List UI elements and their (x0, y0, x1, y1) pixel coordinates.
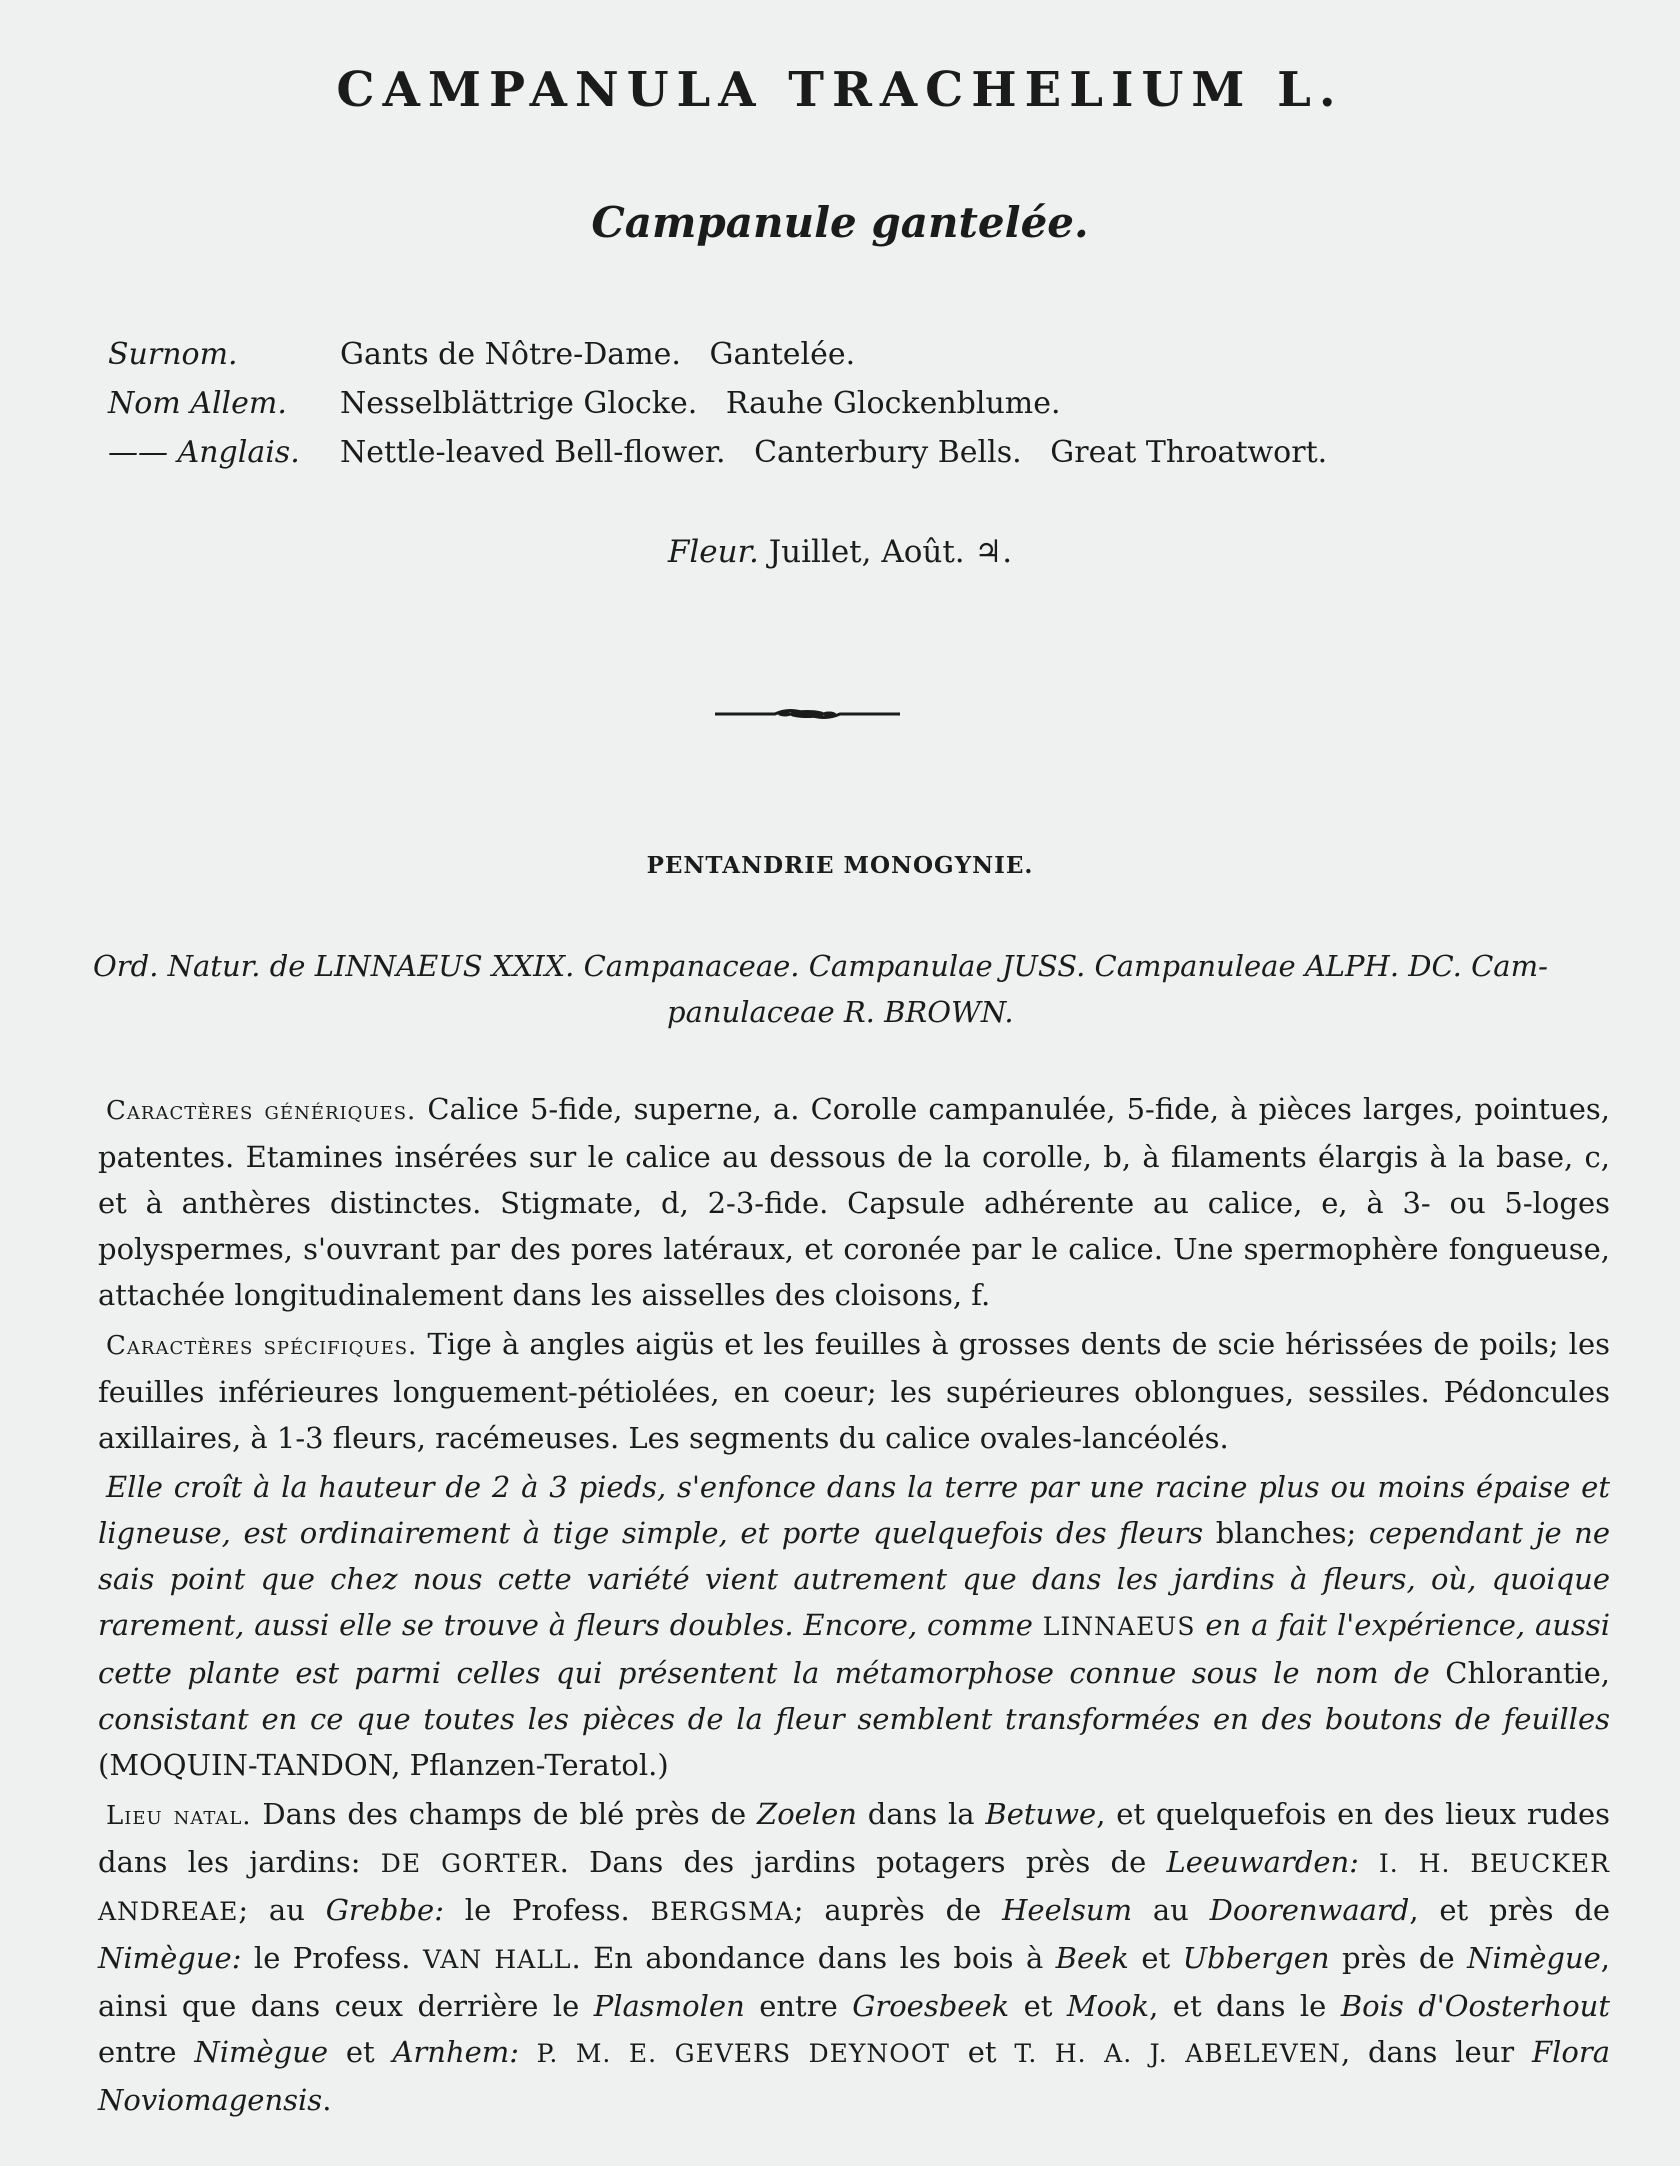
name-values: Gants de Nôtre-Dame. Gantelée. (340, 337, 856, 372)
habitat-segment: . (322, 2083, 332, 2117)
flower-value: Juillet, Août. ♃. (768, 534, 1013, 570)
specific-characters (98, 1321, 1610, 1461)
habitat-segment: BERGSMA (650, 1897, 794, 1926)
desc-part-4: LINNAEUS (1042, 1612, 1196, 1641)
habitat-segment: Arnhem: (392, 2035, 520, 2069)
habitat-segment: VAN HALL (422, 1945, 572, 1974)
habitat-segment: Flora Noviomagensis (98, 2035, 1610, 2117)
habitat-segment: T. H. A. J. ABELEVEN (1014, 2039, 1341, 2068)
name-row-surnom (108, 330, 1608, 379)
page-title: CAMPANULA TRACHELIUM L. (336, 62, 1344, 118)
habitat-segment: ; auprès de (793, 1893, 1003, 1927)
habitat-segment: Bois d'Oosterhout (1340, 1989, 1610, 2023)
habitat-segment: Plasmolen (593, 1989, 745, 2023)
natural-order (93, 943, 1593, 1035)
name-row-anglais (108, 428, 1608, 477)
habitat-segment: Heelsum (1002, 1893, 1133, 1927)
generic-text: Calice 5-fide, superne, a. Corolle campanulée, 5-fide, à pièces larges, pointues, patentes. Etamines insérées sur le calice au dessous de la corolle, b, à filaments élargis à la base, c, et à anthères distinctes. Stigmate, d, 2-3-fide. Capsule adhérente au calice, e, à 3- ou 5-loges polyspermes, s'ouvrant par des pores latéraux, et coronée par le calice. Une spermophère fongueuse, attachée longitudinalement dans les aisselles des cloisons, f. (98, 1092, 1610, 1312)
linnaean-class: PENTANDRIE MONOGYNIE. (646, 852, 1034, 879)
habitat-segment: le Profess. (241, 1941, 423, 1975)
plant-description (98, 1464, 1610, 1788)
habitat-segment: Beek (1055, 1941, 1129, 1975)
page-subtitle: Campanule gantelée. (591, 198, 1089, 247)
habitat-segment: , et près de (1409, 1893, 1611, 1927)
habitat-segment: , et quelquefois en des lieux rudes dans les jardins: (98, 1797, 1611, 1879)
habitat-segment: Leeuwarden: (1166, 1845, 1359, 1879)
name-row-allem (108, 379, 1608, 428)
common-names (108, 330, 1608, 477)
habitat-segment: DE GORTER (380, 1849, 560, 1878)
habitat-segment: et (1009, 1989, 1067, 2023)
habitat-segment: , et dans le (1149, 1989, 1341, 2023)
habitat-segment: le Profess. (443, 1893, 651, 1927)
flower-label: Fleur. (667, 534, 759, 570)
desc-part-8: (MOQUIN-TANDON, Pflanzen-Teratol.) (98, 1748, 669, 1782)
habitat-segment: Dans des champs de blé près de (262, 1797, 758, 1831)
habitat (98, 1791, 1610, 2123)
habitat-segment: Nimègue: (98, 1941, 242, 1975)
generic-characters (98, 1086, 1610, 1318)
order-line-1: Ord. Natur. de LINNAEUS XXIX. Campanaceae. Campanulae JUSS. Campanuleae ALPH. DC. Cam- (93, 949, 1548, 983)
habitat-segment: Doorenwaard (1209, 1893, 1410, 1927)
name-values: Nettle-leaved Bell-flower. Canterbury Bells. Great Throatwort. (340, 435, 1328, 470)
habitat-segment: dans la (856, 1797, 986, 1831)
habitat-segment: P. M. E. GEVERS DEYNOOT (519, 2039, 950, 2068)
name-label: —— Anglais. (108, 435, 300, 470)
specific-text: Tige à angles aigüs et les feuilles à grosses dents de scie hérissées de poils; les feuilles inférieures longuement-pétiolées, en coeur; les supérieures oblongues, sessiles. Pédoncules axillaires, à 1-3 fleurs, racémeuses. Les segments du calice ovales-lancéolés. (98, 1327, 1610, 1455)
description-body (98, 1086, 1610, 2126)
habitat-segment: Mook (1066, 1989, 1150, 2023)
habitat-segment: . Dans des jardins potagers près de (559, 1845, 1167, 1879)
desc-part-2: blanches; (1215, 1516, 1357, 1550)
habitat-segment: , dans leur (1340, 2035, 1532, 2069)
habitat-segment: Nimègue (1467, 1941, 1601, 1975)
habitat-segment: et (949, 2035, 1015, 2069)
habitat-segment: au (1132, 1893, 1210, 1927)
name-label: Nom Allem. (108, 386, 287, 421)
generic-label: Caractères génériques. (106, 1096, 417, 1126)
desc-part-7: consistant en ce que toutes les pièces de la fleur semblent transformées en des boutons de feuilles (98, 1702, 1610, 1736)
desc-part-1: Elle croît à la hauteur de 2 à 3 pieds, s'enfonce dans la terre par une racine plus ou moins épaise et ligneuse, est ordinairement à tige simple, et porte quelquefois des fleurs (98, 1470, 1610, 1550)
desc-part-3: cependant je ne sais point que chez nous cette variété vient autrement que dans les jardins à fleurs, où, quoique rarement, aussi elle se trouve à fleurs doubles. Encore, comme (98, 1516, 1611, 1642)
flowering-time (0, 534, 1680, 570)
habitat-text (98, 1797, 1610, 2117)
habitat-label: Lieu natal. (106, 1801, 252, 1831)
name-values: Nesselblättrige Glocke. Rauhe Glockenblume. (340, 386, 1061, 421)
habitat-segment: Nimègue (194, 2035, 329, 2069)
habitat-segment: Ubbergen (1182, 1941, 1330, 1975)
name-label: Surnom. (108, 337, 238, 372)
habitat-segment: Zoelen (757, 1797, 857, 1831)
desc-part-5: en a fait l'expérience, aussi cette plante est parmi celles qui présentent la métamorphose connue sous le nom de (98, 1608, 1610, 1690)
habitat-segment: ; au (238, 1893, 326, 1927)
ornament-divider (715, 703, 900, 725)
habitat-segment: Groesbeek (852, 1989, 1010, 2023)
habitat-segment: près de (1329, 1941, 1468, 1975)
habitat-segment: Grebbe: (325, 1893, 444, 1927)
desc-part-6: Chlorantie, (1445, 1656, 1611, 1690)
specific-label: Caractères spécifiques. (106, 1331, 418, 1361)
habitat-segment: I. H. BEUCKER ANDREAE (98, 1849, 1611, 1926)
habitat-segment: . En abondance dans les bois à (571, 1941, 1056, 1975)
habitat-segment: et (1128, 1941, 1183, 1975)
habitat-segment: entre (98, 2035, 195, 2069)
habitat-segment: , ainsi que dans ceux derrière le (98, 1941, 1611, 2023)
order-line-2: panulaceae R. BROWN. (667, 995, 1014, 1029)
habitat-segment: Betuwe (985, 1797, 1097, 1831)
habitat-segment: entre (744, 1989, 853, 2023)
habitat-segment: et (328, 2035, 393, 2069)
